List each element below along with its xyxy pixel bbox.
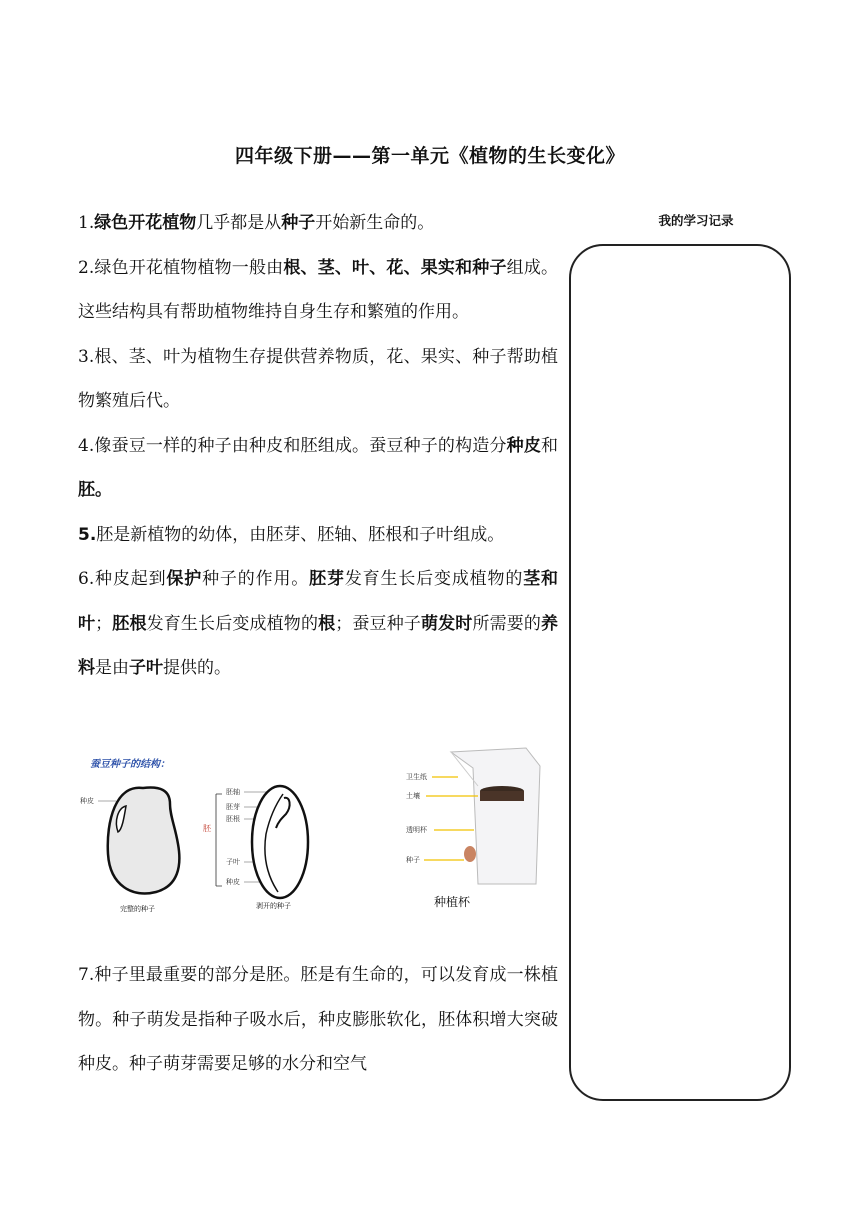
part-label: 胚轴: [226, 788, 240, 796]
cup-label: 种子: [406, 856, 420, 864]
learning-record-box[interactable]: [569, 244, 791, 1101]
caption-opened-seed: 剥开的种子: [256, 902, 291, 910]
paragraph-4: 4.像蚕豆一样的种子由种皮和胚组成。蚕豆种子的构造分种皮和胚。: [78, 435, 559, 500]
embryo-bracket: [216, 794, 222, 886]
paragraph-7: 7.种子里最重要的部分是胚。胚是有生命的，可以发育成一株植物。种子萌发是指种子吸水后，种皮膨胀软化，胚体积增大突破种皮。种子萌芽需要足够的水分和空气: [78, 965, 558, 1074]
seed-coat-label: 种皮: [80, 797, 94, 805]
paragraph-6: 6.种皮起到保护种子的作用。胚芽发育生长后变成植物的茎和叶；胚根发育生长后变成植物的根；蚕豆种子萌发时所需要的养料是由子叶提供的。: [78, 569, 559, 678]
part-label: 种皮: [226, 878, 240, 886]
part-label: 胚根: [226, 815, 240, 823]
paragraph-1: 1.绿色开花植物几乎都是从种子开始新生命的。: [78, 213, 435, 233]
opened-seed-shape: [252, 786, 308, 898]
learning-record-title: 我的学习记录: [658, 213, 734, 228]
seed-in-cup: [464, 846, 476, 862]
cup-label: 卫生纸: [406, 773, 427, 781]
caption-whole-seed: 完整的种子: [120, 905, 155, 913]
paragraph-3: 3.根、茎、叶为植物生存提供营养物质，花、果实、种子帮助植物繁殖后代。: [78, 346, 558, 411]
soil-layer: [480, 791, 524, 801]
part-label: 胚芽: [226, 803, 240, 811]
page-title: 四年级下册——第一单元《植物的生长变化》: [234, 145, 625, 167]
seed-structure-figure: [78, 746, 558, 916]
seed-structure-title: 蚕豆种子的结构：: [90, 759, 170, 770]
notes-body: [78, 201, 558, 691]
embryo-label: 胚: [203, 824, 211, 833]
cup-caption: 种植杯: [434, 895, 471, 909]
paragraph-5: 5.胚是新植物的幼体，由胚芽、胚轴、胚根和子叶组成。: [78, 524, 505, 545]
whole-seed-shape: [108, 788, 180, 894]
paragraph-2: 2.绿色开花植物植物一般由根、茎、叶、花、果实和种子组成。这些结构具有帮助植物维持自身生存和繁殖的作用。: [78, 257, 558, 322]
part-label: 子叶: [226, 858, 240, 866]
seed-diagram: [78, 746, 558, 916]
cup-label: 透明杯: [406, 826, 427, 834]
cup-label: 土壤: [406, 792, 420, 800]
notes-body-continued: [78, 953, 558, 1087]
